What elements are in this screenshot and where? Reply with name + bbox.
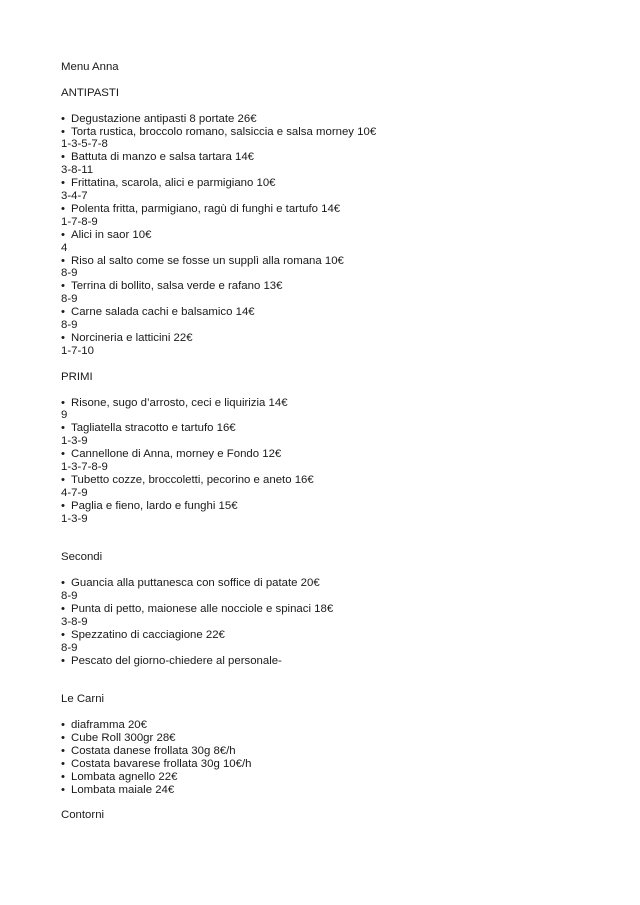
bullet-icon: • <box>61 177 65 190</box>
allergen-codes: 3-8-9 <box>61 615 88 628</box>
secondi-list <box>61 577 621 667</box>
dish-text: Spezzatino di cacciagione 22€ <box>71 628 225 641</box>
antipasti-list <box>61 113 621 358</box>
spacer <box>61 358 621 371</box>
list-item <box>61 758 621 771</box>
section-heading-primi: PRIMI <box>61 370 93 383</box>
list-item <box>61 126 621 152</box>
allergen-codes: 9 <box>61 409 68 422</box>
bullet-icon: • <box>61 112 65 125</box>
carni-list <box>61 719 621 796</box>
dish-text: Cube Roll 300gr 28€ <box>71 732 176 744</box>
dish-text: Carne salada cachi e balsamico 14€ <box>71 306 255 319</box>
list-item <box>61 500 621 526</box>
menu-document <box>61 61 621 822</box>
bullet-icon: • <box>61 228 65 241</box>
allergen-codes: 8-9 <box>61 319 78 332</box>
list-item <box>61 151 621 177</box>
dish-text: Battuta di manzo e salsa tartara 14€ <box>71 151 254 164</box>
bullet-icon: • <box>61 628 65 641</box>
dish-text: Costata danese frollata 30g 8€/h <box>71 744 236 757</box>
dish-text: Riso al salto come se fosse un supplì alla romana 10€ <box>71 254 344 267</box>
allergen-codes: 8-9 <box>61 267 78 280</box>
bullet-icon: • <box>61 744 65 757</box>
dish-text: Norcineria e latticini 22€ <box>71 332 193 344</box>
allergen-codes: 4 <box>61 241 68 254</box>
list-item <box>61 577 621 603</box>
dish-text: Guancia alla puttanesca con soffice di patate 20€ <box>71 577 320 590</box>
list-item <box>61 784 621 797</box>
spacer <box>61 564 621 577</box>
allergen-codes: 4-7-9 <box>61 486 88 499</box>
bullet-icon: • <box>61 719 65 732</box>
dish-text: Terrina di bollito, salsa verde e rafano 13€ <box>71 280 283 293</box>
dish-text: Pescato del giorno-chiedere al personale- <box>71 654 282 667</box>
spacer <box>61 668 621 694</box>
dish-text: Risone, sugo d’arrosto, ceci e liquirizia 14€ <box>71 396 288 409</box>
list-item <box>61 745 621 758</box>
dish-text: Torta rustica, broccolo romano, salsiccia e salsa morney 10€ <box>71 125 377 138</box>
list-item <box>61 771 621 784</box>
allergen-codes: 1-3-9 <box>61 512 88 525</box>
page-title: Menu Anna <box>61 61 119 73</box>
bullet-icon: • <box>61 422 65 435</box>
spacer <box>61 797 621 810</box>
dish-text: Punta di petto, maionese alle nocciole e spinaci 18€ <box>71 602 334 615</box>
bullet-icon: • <box>61 280 65 293</box>
list-item <box>61 603 621 629</box>
bullet-icon: • <box>61 396 65 409</box>
bullet-icon: • <box>61 473 65 486</box>
dish-text: Tagliatella stracotto e tartufo 16€ <box>71 422 236 435</box>
bullet-icon: • <box>61 125 65 138</box>
dish-text: Paglia e fieno, lardo e funghi 15€ <box>71 499 238 512</box>
list-item <box>61 474 621 500</box>
bullet-icon: • <box>61 202 65 215</box>
primi-list <box>61 397 621 526</box>
dish-text: Polenta fritta, parmigiano, ragù di funghi e tartufo 14€ <box>71 202 341 215</box>
bullet-icon: • <box>61 254 65 267</box>
allergen-codes: 3-8-11 <box>61 164 94 177</box>
dish-text: Cannellone di Anna, morney e Fondo 12€ <box>71 448 282 461</box>
list-item <box>61 629 621 655</box>
spacer <box>61 526 621 552</box>
bullet-icon: • <box>61 499 65 512</box>
list-item <box>61 732 621 745</box>
allergen-codes: 1-7-8-9 <box>61 215 98 228</box>
allergen-codes: 1-3-5-7-8 <box>61 138 108 151</box>
allergen-codes: 8-9 <box>61 641 78 654</box>
bullet-icon: • <box>61 306 65 319</box>
list-item <box>61 448 621 474</box>
bullet-icon: • <box>61 577 65 590</box>
dish-text: Degustazione antipasti 8 portate 26€ <box>71 112 257 125</box>
spacer <box>61 706 621 719</box>
bullet-icon: • <box>61 783 65 796</box>
list-item <box>61 255 621 281</box>
allergen-codes: 8-9 <box>61 590 78 603</box>
list-item <box>61 655 621 668</box>
allergen-codes: 8-9 <box>61 293 78 306</box>
bullet-icon: • <box>61 332 65 344</box>
spacer <box>61 384 621 397</box>
section-heading-antipasti: ANTIPASTI <box>61 86 120 99</box>
spacer <box>61 100 621 113</box>
section-heading-le-carni: Le Carni <box>61 693 105 706</box>
allergen-codes: 1-3-9 <box>61 435 88 448</box>
dish-text: Lombata agnello 22€ <box>71 770 178 783</box>
section-heading-secondi: Secondi <box>61 551 103 564</box>
bullet-icon: • <box>61 602 65 615</box>
bullet-icon: • <box>61 654 65 667</box>
dish-text: diaframma 20€ <box>71 719 147 732</box>
list-item <box>61 422 621 448</box>
allergen-codes: 1-3-7-8-9 <box>61 461 108 474</box>
dish-text: Alici in saor 10€ <box>71 228 152 241</box>
list-item <box>61 306 621 332</box>
list-item <box>61 280 621 306</box>
list-item <box>61 177 621 203</box>
bullet-icon: • <box>61 757 65 770</box>
list-item <box>61 719 621 732</box>
allergen-codes: 1-7-10 <box>61 344 94 357</box>
bullet-icon: • <box>61 732 65 744</box>
dish-text: Costata bavarese frollata 30g 10€/h <box>71 757 252 770</box>
dish-text: Lombata maiale 24€ <box>71 783 175 796</box>
list-item <box>61 397 621 423</box>
bullet-icon: • <box>61 151 65 164</box>
dish-text: Frittatina, scarola, alici e parmigiano 10€ <box>71 177 276 190</box>
list-item <box>61 332 621 358</box>
section-heading-contorni: Contorni <box>61 809 105 822</box>
list-item <box>61 203 621 229</box>
bullet-icon: • <box>61 448 65 461</box>
dish-text: Tubetto cozze, broccoletti, pecorino e aneto 16€ <box>71 473 314 486</box>
list-item <box>61 113 621 126</box>
allergen-codes: 3-4-7 <box>61 190 88 203</box>
list-item <box>61 229 621 255</box>
spacer <box>61 74 621 87</box>
bullet-icon: • <box>61 770 65 783</box>
